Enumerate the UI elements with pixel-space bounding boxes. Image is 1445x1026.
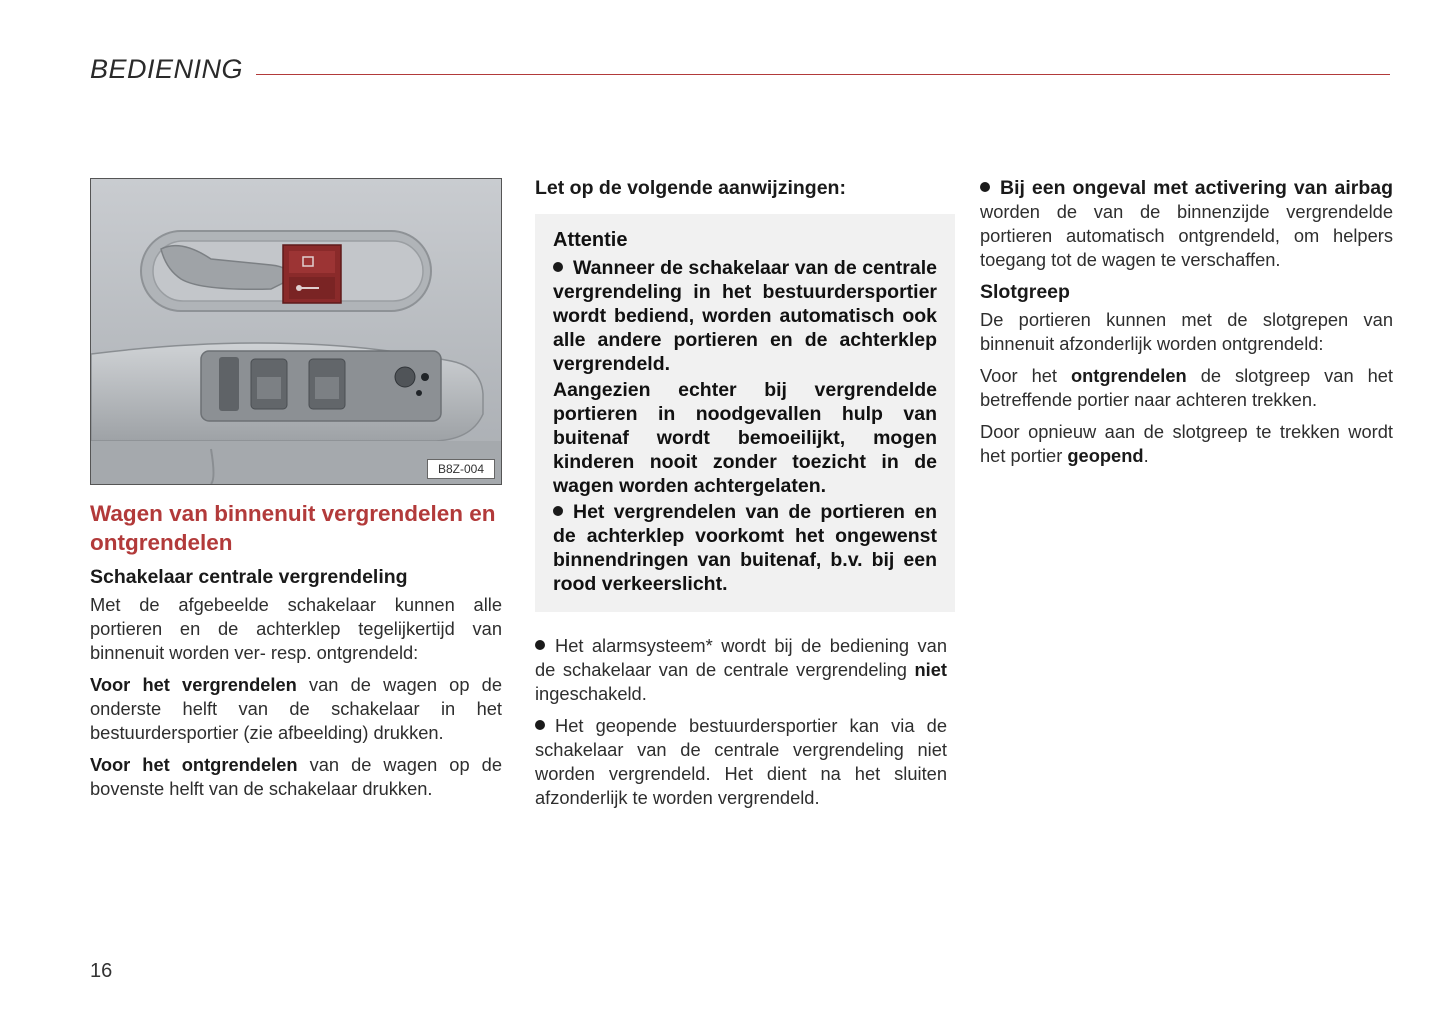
attention-title: Attentie (553, 229, 628, 251)
paragraph-handle-unlock (980, 364, 1393, 412)
left-column (90, 176, 502, 809)
paragraph-lock (90, 673, 502, 745)
right-column (980, 176, 1393, 476)
section-title: BEDIENING (90, 54, 244, 84)
attention-paragraph-1 (553, 256, 937, 376)
lock-label: Voor het vergrendelen (90, 674, 297, 695)
bullet-icon (535, 640, 545, 650)
bullet-icon (535, 720, 545, 730)
bullet-alarm-pre: Het alarmsysteem* wordt bij de bediening van de schakelaar van de centrale vergrendeling (535, 635, 947, 680)
bullet-alarm-post: ingeschakeld. (535, 683, 647, 704)
bullet-open-door (535, 714, 947, 810)
bullet-alarm-bold: niet (914, 659, 947, 680)
paragraph-unlock (90, 753, 502, 801)
bullet-airbag-text: worden de van de binnenzijde vergrendelde portieren automatisch ontgrendeld, om helpers toegang tot de wagen te verschaffen. (980, 201, 1393, 270)
attention-paragraph-3 (553, 500, 937, 596)
paragraph-intro: Met de afgebeelde schakelaar kunnen alle portieren en de achterklep tegelijkertijd van binnenuit worden ver- resp. ontgrendeld: (90, 594, 502, 663)
handle-unlock-post: de slotgreep van het betreffende portier naar achteren trekken. (980, 365, 1393, 410)
bullet-icon (553, 262, 563, 272)
bullet-airbag-bold: Bij een ongeval met activering van airbag (1000, 177, 1393, 199)
attention-box (535, 214, 955, 612)
bullet-airbag (980, 176, 1393, 272)
door-panel-figure (90, 178, 502, 485)
section-heading: Wagen van binnenuit vergrendelen en ontgrendelen (90, 501, 496, 555)
attention-paragraph-2: Aangezien echter bij vergrendelde portieren in noodgevallen hulp van buitenaf wordt bemoeilijkt, mogen kinderen nooit zonder toezicht in de wagen worden achtergelaten. (553, 379, 937, 497)
unlock-label: Voor het ontgrendelen (90, 754, 298, 775)
middle-column (535, 176, 947, 818)
attention-text-1: Wanneer de schakelaar van de centrale vergrendeling in het bestuurdersportier wordt bediend, worden automatisch ook alle andere portieren en de achterklep vergrendeld. (553, 257, 937, 375)
header-rule (256, 74, 1390, 75)
lock-text: van de wagen op de onderste helft van de schakelaar in het bestuurdersportier (zie afbeelding) drukken. (90, 674, 502, 743)
handle-open-pre: Door opnieuw aan de slotgreep te trekken wordt het portier (980, 421, 1393, 466)
figure-code-label: B8Z-004 (427, 459, 495, 479)
door-panel-illustration (91, 179, 501, 484)
attention-text-3: Het vergrendelen van de portieren en de achterklep voorkomt het ongewenst binnendringen van buitenaf, b.v. bij een rood verkeerslicht. (553, 501, 937, 595)
handle-open-post: . (1143, 445, 1149, 466)
handle-unlock-pre: Voor het (980, 365, 1071, 386)
notes-intro: Let op de volgende aanwijzingen: (535, 177, 846, 199)
handle-unlock-bold: ontgrendelen (1070, 365, 1187, 386)
subheading-door-handle: Slotgreep (980, 281, 1070, 303)
page-number: 16 (90, 960, 113, 982)
bullet-icon (553, 506, 563, 516)
unlock-text: van de wagen op de bovenste helft van de schakelaar drukken. (90, 754, 503, 799)
paragraph-handle-open (980, 420, 1393, 468)
bullet-alarm (535, 634, 947, 706)
subheading-central-locking-switch: Schakelaar centrale vergrendeling (90, 566, 408, 588)
handle-open-bold: geopend (1067, 445, 1144, 466)
bullet-open-door-text: Het geopende bestuurdersportier kan via de schakelaar van de centrale vergrendeling niet worden vergrendeld. Het dient na het sluiten afzonderlijk te worden vergrendeld. (535, 715, 947, 808)
bullet-icon (980, 182, 990, 192)
paragraph-handle-intro: De portieren kunnen met de slotgrepen van binnenuit afzonderlijk worden ontgrendeld: (980, 309, 1393, 354)
